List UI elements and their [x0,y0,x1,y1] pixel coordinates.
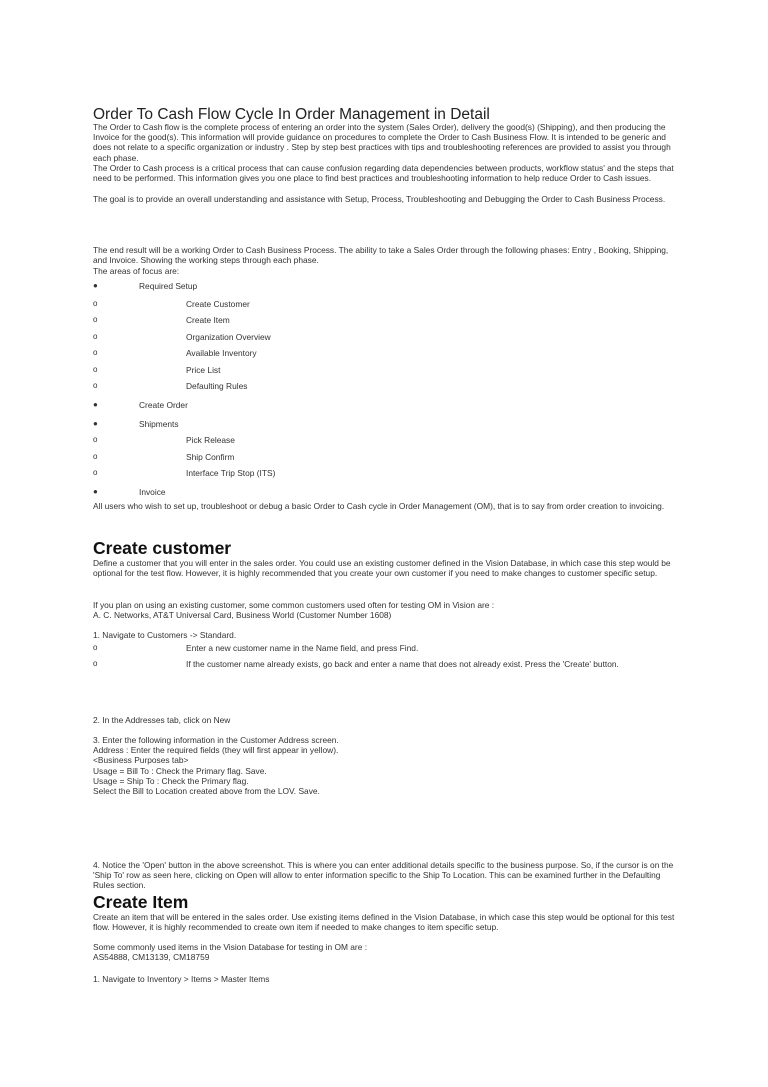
create-customer-paragraph-2: If you plan on using an existing customer, some common customers used often for testing OM in Vision are : A. C. Networks, AT&T Universal Card, Business World (Customer Number 1608) [93,600,495,621]
list-item: o Create Item [93,315,230,325]
audience-paragraph: All users who wish to set up, troubleshoot or debug a basic Order to Cash cycle in Order Management (OM), that is to say from order creation to invoicing. [93,501,665,511]
list-item: o Price List [93,365,221,375]
end-result-paragraph: The end result will be a working Order to Cash Business Process. The ability to take a Sales Order through the following phases: Entry , Booking, Shipping, and Invoice. Showing the working steps through each phase. [93,245,669,266]
bullet-icon: ● [93,487,98,496]
list-item: o Interface Trip Stop (ITS) [93,468,276,478]
circle-bullet-icon: o [93,643,98,652]
list-item: o Pick Release [93,435,235,445]
page-title: Order To Cash Flow Cycle In Order Management in Detail [93,106,490,123]
list-item: o Create Customer [93,299,250,309]
areas-intro: The areas of focus are: [93,266,180,276]
circle-bullet-icon: o [93,365,98,374]
circle-bullet-icon: o [93,332,98,341]
section-heading-create-item: Create Item [93,892,189,912]
circle-bullet-icon: o [93,381,98,390]
bullet-icon: ● [93,281,98,290]
intro-paragraph-1: The Order to Cash flow is the complete process of entering an order into the system (Sales Order), delivery the good(s) (Shipping), and then producing the Invoice for the good(s). This information will provide guidance on procedures to complete the Order to Cash Business Flow. It is intended to be generic and does not relate to a specific organization or industry . Step by step best practices with tips and troubleshooting references are provided to assist you through each phase. [93,122,671,163]
circle-bullet-icon: o [93,468,98,477]
list-item: o Ship Confirm [93,452,235,462]
list-item: ● Invoice [93,487,166,497]
circle-bullet-icon: o [93,315,98,324]
list-item: o Enter a new customer name in the Name field, and press Find. [93,643,419,653]
circle-bullet-icon: o [93,659,98,668]
list-item: ● Create Order [93,400,188,410]
list-item: o Organization Overview [93,332,271,342]
circle-bullet-icon: o [93,435,98,444]
list-item: ● Required Setup [93,281,198,291]
create-item-paragraph-2: Some commonly used items in the Vision Database for testing in OM are : AS54888, CM13139, CM18759 [93,942,368,963]
section-heading-create-customer: Create customer [93,538,232,558]
create-customer-step-4: 4. Notice the 'Open' button in the above screenshot. This is where you can enter additional details specific to the business purpose. So, if the cursor is on the 'Ship To' row as seen here, clicking on Open will allow to enter information specific to the Ship To Location. This can be examined further in the Defaulting Rules section. [93,860,674,891]
intro-paragraph-2: The Order to Cash process is a critical process that can cause confusion regarding data dependencies between products, workflow status' and the steps that need to be performed. This information gives you one place to find best practices and troubleshooting information to help reduce Order to Cash issues. [93,163,674,184]
list-item: o If the customer name already exists, go back and enter a name that does not already exist. Press the 'Create' button. [93,659,619,669]
list-item: o Defaulting Rules [93,381,248,391]
bullet-icon: ● [93,400,98,409]
bullet-icon: ● [93,419,98,428]
create-item-paragraph-1: Create an item that will be entered in the sales order. Use existing items defined in the Vision Database, in which case this step would be optional for this test flow. However, it is highly recommended to create own item if needed to make changes to item specific setup. [93,912,675,933]
create-customer-paragraph-1: Define a customer that you will enter in the sales order. You could use an existing customer defined in the Vision Database, in which case this step would be optional for the test flow. However, it is highly recommended that you create your own customer if you need to make changes to customer specific setup. [93,558,671,579]
create-item-step-1: 1. Navigate to Inventory > Items > Master Items [93,974,270,984]
intro-paragraph-3: The goal is to provide an overall understanding and assistance with Setup, Process, Troubleshooting and Debugging the Order to Cash Business Process. [93,194,666,204]
circle-bullet-icon: o [93,452,98,461]
list-item: o Available Inventory [93,348,257,358]
circle-bullet-icon: o [93,348,98,357]
circle-bullet-icon: o [93,299,98,308]
create-customer-step-1: 1. Navigate to Customers -> Standard. [93,630,237,640]
create-customer-step-2: 2. In the Addresses tab, click on New [93,715,231,725]
list-item: ● Shipments [93,419,179,429]
create-customer-step-3: 3. Enter the following information in the Customer Address screen. Address : Enter the required fields (they will first appear in yellow). <Business Purposes tab> Usage = Bill To : Check the Primary flag. Save. Usage = Ship To : Check the Primary flag. Select the Bill to Location created above from the LOV. Save. [93,735,339,797]
